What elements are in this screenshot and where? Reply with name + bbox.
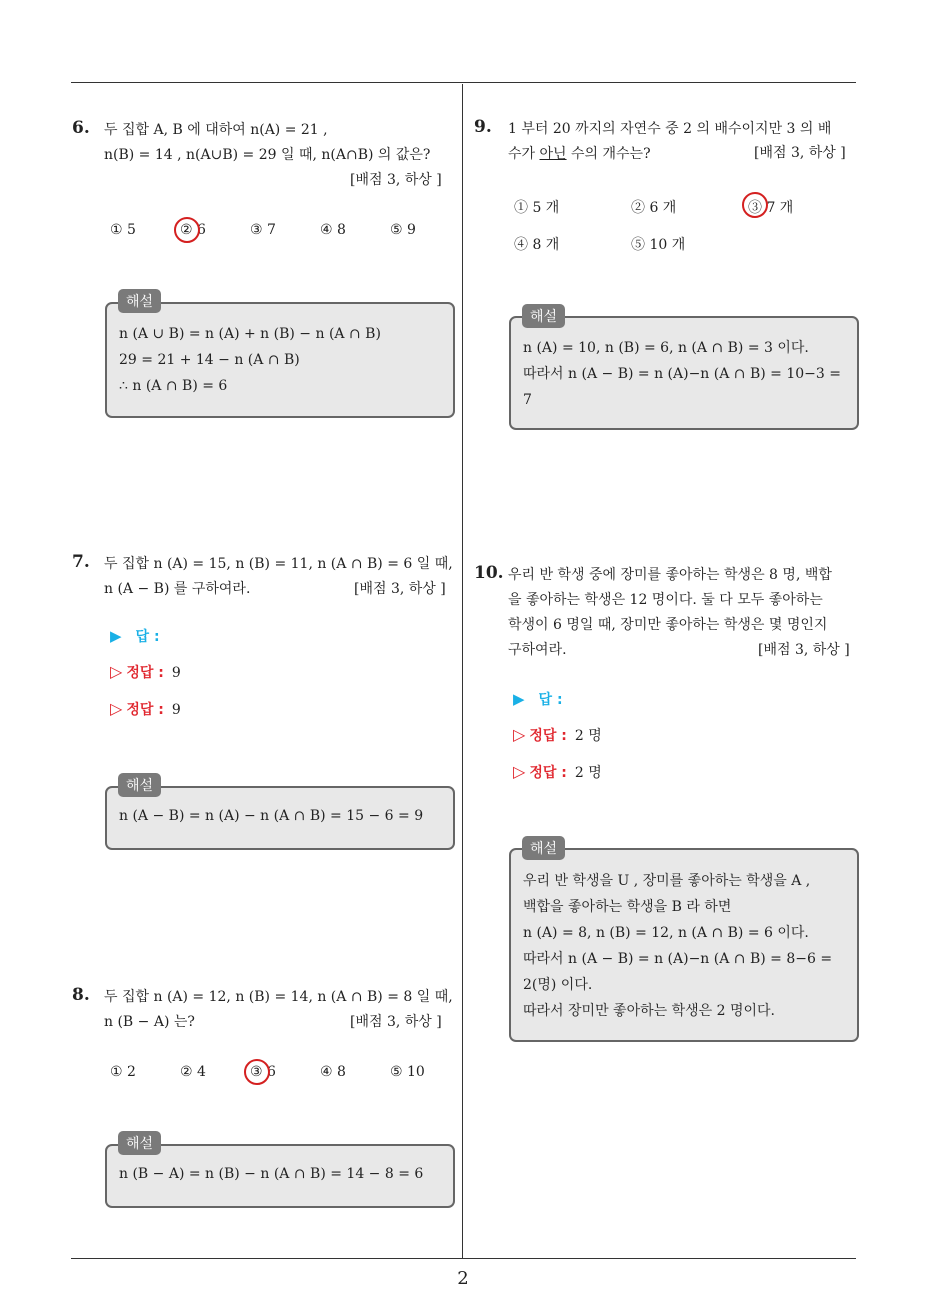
triangle-outline-icon: ▷ (110, 662, 123, 681)
solution-line: 따라서 장미만 좋아하는 학생은 2 명이다. (523, 1003, 775, 1019)
choice-5[interactable]: ⑤ 9 (390, 222, 416, 238)
solution-line: 우리 반 학생을 U , 장미를 좋아하는 학생을 A , (523, 873, 811, 889)
choice-3[interactable]: ③ 7 개 (748, 200, 794, 216)
solution-tag: 해설 (522, 836, 565, 860)
choice-2[interactable]: ② 6 (180, 222, 206, 238)
choice-1[interactable]: ① 5 (110, 222, 136, 238)
answer-row (110, 626, 160, 646)
correct-label: 정답 : (529, 765, 567, 781)
solution-line: n (A) = 10, n (B) = 6, n (A ∩ B) = 3 이다. (523, 340, 809, 356)
correct-label: 정답 : (126, 665, 164, 681)
solution-tag: 해설 (118, 1131, 161, 1155)
choice-2[interactable]: ② 4 (180, 1064, 206, 1080)
problem-number: 6. (72, 118, 90, 138)
solution-tag: 해설 (118, 289, 161, 313)
solution-line: ∴ n (A ∩ B) = 6 (119, 378, 228, 394)
solution-line: n (B − A) = n (B) − n (A ∩ B) = 14 − 8 = 6 (119, 1166, 424, 1182)
question-line: 두 집합 n (A) = 15, n (B) = 11, n (A ∩ B) = 6 일 때, (104, 556, 453, 572)
choice-3[interactable]: ③ 7 (250, 222, 276, 238)
column-divider (462, 84, 463, 1258)
triangle-outline-icon: ▷ (110, 699, 123, 718)
question-line: 을 좋아하는 학생은 12 명이다. 둘 다 모두 좋아하는 (508, 592, 823, 608)
answer-label: 답 : (135, 629, 160, 645)
triangle-outline-icon: ▷ (513, 762, 526, 781)
play-icon: ▶ (110, 627, 122, 645)
play-icon: ▶ (513, 690, 525, 708)
choice-4[interactable]: ④ 8 (320, 1064, 346, 1080)
choice-1[interactable]: ① 5 개 (514, 200, 560, 216)
question-fragment: 수가 (508, 146, 540, 162)
solution-line: 29 = 21 + 14 − n (A ∩ B) (119, 352, 300, 368)
question-line: 학생이 6 명일 때, 장미만 좋아하는 학생은 몇 명인지 (508, 617, 828, 633)
solution-tag: 해설 (118, 773, 161, 797)
solution-box-6 (105, 302, 455, 418)
score-meta: [배점 3, 하상 ] (354, 581, 446, 597)
problem-number: 8. (72, 985, 90, 1005)
answer-row (513, 689, 563, 709)
score-meta: [배점 3, 하상 ] (758, 642, 850, 658)
problem-number: 7. (72, 552, 90, 572)
question-line: 1 부터 20 까지의 자연수 중 2 의 배수이지만 3 의 배 (508, 121, 832, 137)
choice-2[interactable]: ② 6 개 (631, 200, 677, 216)
solution-line: 7 (523, 392, 532, 408)
choice-4[interactable]: ④ 8 (320, 222, 346, 238)
question-fragment: 수의 개수는? (566, 146, 651, 162)
correct-answer-row (110, 662, 181, 682)
selected-answer-circle (742, 192, 768, 218)
correct-answer-row (110, 699, 181, 719)
solution-line: n (A − B) = n (A) − n (A ∩ B) = 15 − 6 = 9 (119, 808, 424, 824)
correct-value: 9 (171, 665, 181, 681)
page-number: 2 (457, 1268, 469, 1289)
question-line: 두 집합 n (A) = 12, n (B) = 14, n (A ∩ B) = 8 일 때, (104, 989, 453, 1005)
top-rule (71, 82, 856, 83)
score-meta: [배점 3, 하상 ] (754, 145, 846, 161)
choice-5[interactable]: ⑤ 10 (390, 1064, 425, 1080)
solution-line: 백합을 좋아하는 학생을 B 라 하면 (523, 899, 732, 915)
problem-number: 9. (474, 117, 492, 137)
solution-line: 따라서 n (A − B) = n (A)−n (A ∩ B) = 10−3 = (523, 366, 841, 382)
choice-3[interactable]: ③ 6 (250, 1064, 276, 1080)
problem-number: 10. (474, 563, 504, 583)
correct-answer-row (513, 762, 602, 782)
question-line: n(B) = 14 , n(A∪B) = 29 일 때, n(A∩B) 의 값은? (104, 147, 431, 163)
question-line: n (B − A) 는? (104, 1014, 195, 1030)
question-line: n (A − B) 를 구하여라. (104, 581, 251, 597)
correct-label: 정답 : (126, 702, 164, 718)
correct-value: 2 명 (574, 728, 602, 744)
solution-box-10 (509, 848, 859, 1042)
question-line: 구하여라. (508, 642, 567, 658)
solution-line: n (A ∪ B) = n (A) + n (B) − n (A ∩ B) (119, 326, 381, 342)
score-meta: [배점 3, 하상 ] (350, 172, 442, 188)
correct-label: 정답 : (529, 728, 567, 744)
solution-line: n (A) = 8, n (B) = 12, n (A ∩ B) = 6 이다. (523, 925, 809, 941)
solution-tag: 해설 (522, 304, 565, 328)
question-line: 두 집합 A, B 에 대하여 n(A) = 21 , (104, 122, 328, 138)
question-line: 우리 반 학생 중에 장미를 좋아하는 학생은 8 명, 백합 (508, 567, 832, 583)
underlined-word: 아닌 (539, 146, 567, 162)
bottom-rule (71, 1258, 856, 1259)
choice-1[interactable]: ① 2 (110, 1064, 136, 1080)
selected-answer-circle (174, 217, 200, 243)
solution-line: 2(명) 이다. (523, 977, 593, 993)
score-meta: [배점 3, 하상 ] (350, 1014, 442, 1030)
solution-line: 따라서 n (A − B) = n (A)−n (A ∩ B) = 8−6 = (523, 951, 833, 967)
solution-box-9 (509, 316, 859, 430)
question-text (104, 118, 430, 168)
choice-4[interactable]: ④ 8 개 (514, 237, 560, 253)
correct-value: 2 명 (574, 765, 602, 781)
triangle-outline-icon: ▷ (513, 725, 526, 744)
answer-label: 답 : (538, 692, 563, 708)
selected-answer-circle (244, 1059, 270, 1085)
correct-answer-row (513, 725, 602, 745)
choice-5[interactable]: ⑤ 10 개 (631, 237, 686, 253)
correct-value: 9 (171, 702, 181, 718)
